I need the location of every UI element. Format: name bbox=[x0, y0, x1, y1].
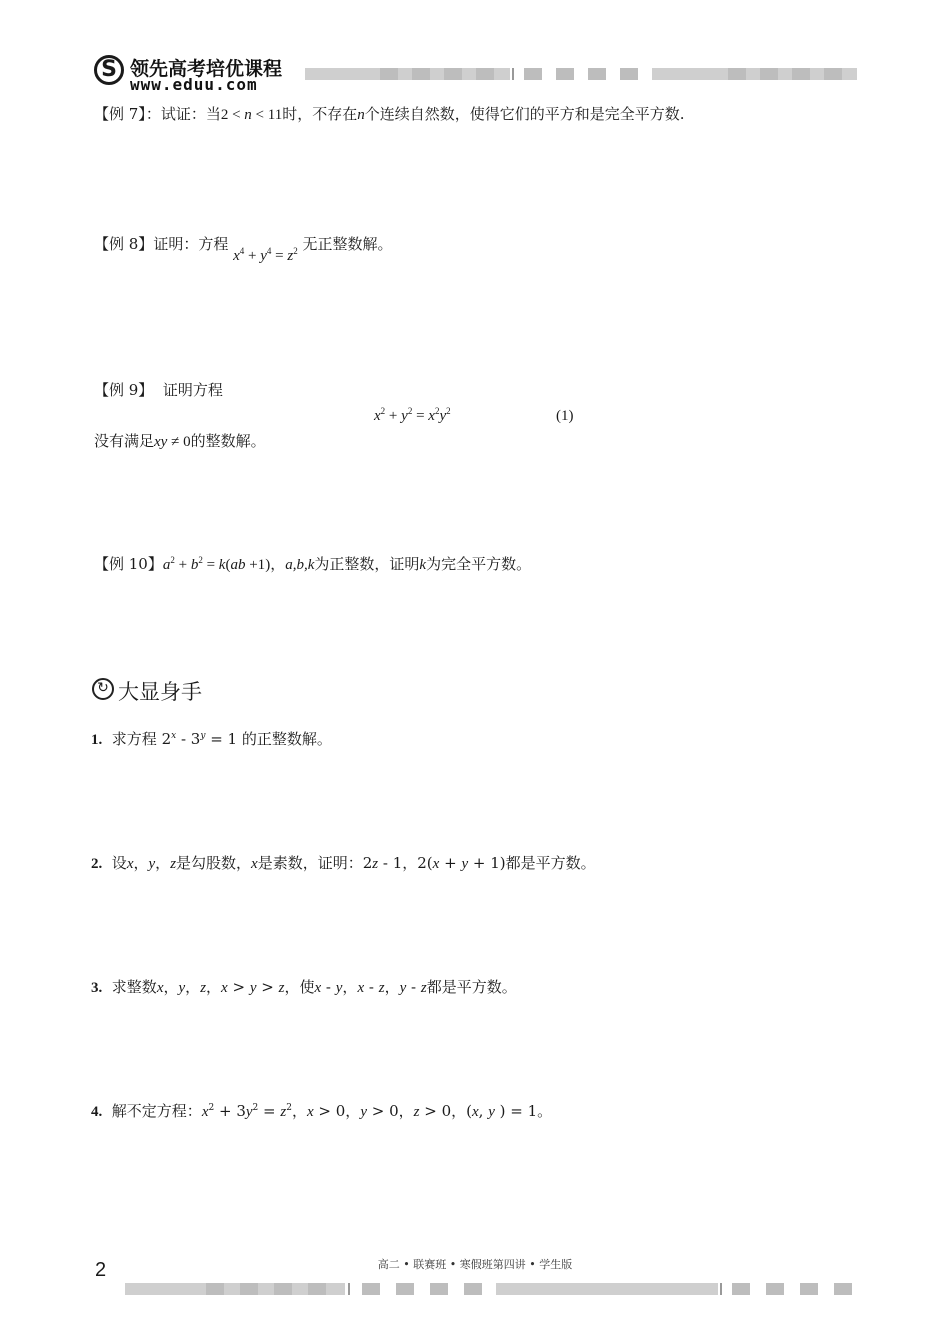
page-number: 2 bbox=[95, 1259, 107, 1281]
example-9-equation-number: (1) bbox=[556, 408, 574, 424]
example-9: 【例 9】 证明方程 bbox=[94, 381, 223, 399]
brand-logo-icon: S bbox=[94, 55, 124, 85]
problem-4: 4. 解不定方程：$x^2 + 3y^2 = z^2$，x > 0，y > 0，z > 0，(x, y ) = 1。 bbox=[91, 1102, 553, 1120]
example-9-condition: 没有满足xy ≠ 0的整数解。 bbox=[94, 432, 266, 450]
brand-url: www.eduu.com bbox=[130, 75, 258, 94]
problem-2: 2. 设x，y，z是勾股数，x是素数，证明：2z - 1，2(x + y + 1)都是平方数。 bbox=[91, 854, 596, 872]
example-9-equation: $x^2 + y^2 = x^2y^2$ bbox=[374, 406, 451, 424]
footer-caption: 高二 • 联赛班 • 寒假班第四讲 • 学生版 bbox=[377, 1258, 573, 1271]
example-10-tag: 【例 10】 bbox=[94, 555, 163, 573]
example-8-tag: 【例 8】 bbox=[94, 235, 154, 253]
example-7: 【例 7】：试证：当2 < n < 11时，不存在n个连续自然数，使得它们的平方和是完全平方数. bbox=[94, 105, 685, 123]
problem-3: 3. 求整数x，y，z，x > y > z，使x - y，x - z，y - z都是平方数。 bbox=[91, 978, 517, 996]
problem-1: 1. 求方程 $2^x - 3^y = 1$ 的正整数解。 bbox=[91, 730, 332, 748]
section-title: 大显身手 bbox=[118, 680, 202, 704]
example-8: 【例 8】证明：方程 $x^4 + y^4 = z^2$ 无正整数解。 bbox=[94, 235, 393, 264]
brand-name: 领先高考培优课程 bbox=[130, 58, 283, 80]
example-10-equation: $a^2 + b^2 = k(ab +1)$ bbox=[162, 555, 271, 573]
refresh-icon: ↻ bbox=[92, 678, 114, 700]
example-9-tag: 【例 9】 bbox=[94, 381, 154, 399]
example-7-tag: 【例 7】 bbox=[94, 105, 146, 123]
example-8-equation: $x^4 + y^4 = z^2$ bbox=[233, 246, 298, 264]
example-10: 【例 10】$a^2 + b^2 = k(ab +1)$，a,b,k为正整数，证明k为完全平方数。 bbox=[94, 555, 532, 573]
